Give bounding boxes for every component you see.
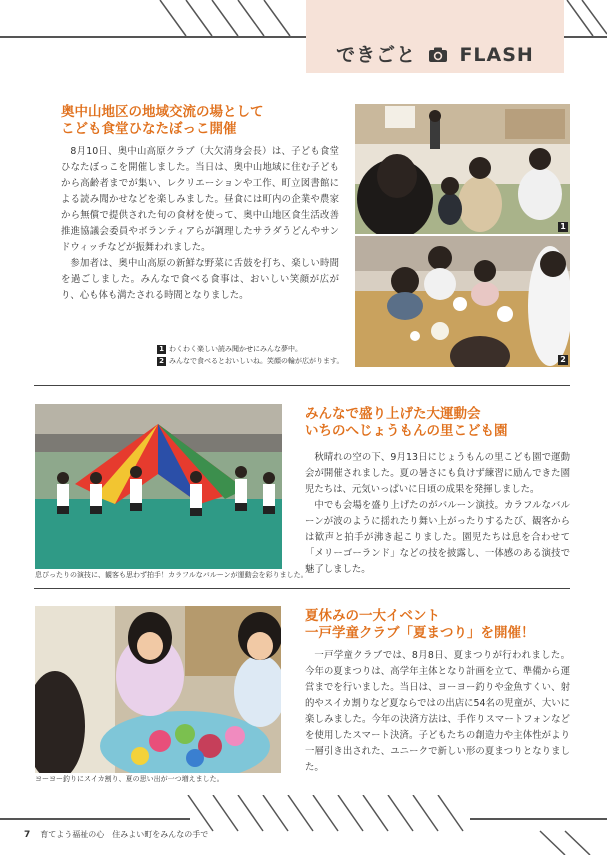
- article2-caption: 息ぴったりの演技に、観客も思わず拍手！カラフルなバルーンが運動会を彩りました。: [35, 571, 308, 579]
- article2-body: [305, 450, 570, 578]
- camera-icon: [428, 47, 448, 63]
- balloon-performance-photo: [35, 404, 282, 569]
- article3-photo: [35, 606, 281, 773]
- section-divider-1: [34, 385, 570, 386]
- article2-title-line2: いちのへじょうもんの里こども園: [305, 423, 508, 439]
- caption-text: みんなで食べるとおいしいね。笑顔の輪が広がります。: [169, 357, 344, 365]
- article1-photo-1: [355, 104, 570, 234]
- section-title: [306, 40, 564, 67]
- article3-title-line2: 一戸学童クラブ「夏まつり」を開催！: [305, 625, 535, 641]
- section-title-left: できごと: [336, 44, 417, 66]
- article1-paragraph: 参加者は、奥中山高原の新鮮な野菜に舌鼓を打ち、楽しい時間を過ごしました。みんなで食べる食事は、おいしい笑顔が広がり、心も体も満たされる時間となりました。: [61, 258, 339, 301]
- article1-title: [61, 104, 264, 138]
- article2-title: [305, 406, 508, 440]
- article3-paragraph: 一戸学童クラブでは、8月8日、夏まつりが行われました。今年の夏まつりは、高学年主体となり計画を立て、準備から運営までを行いました。当日は、ヨーヨー釣りや金魚すくい、射的やスイカ割りなど夏ならではの出店に54名の児童が、大いに楽しみました。今年の決済方法は、手作りスマートフォンなどを使用したスマート決済。子どもたちの創造力や主体性がより一層引き出された、ユニークで新しい形の夏まつりとなりました。: [305, 650, 570, 773]
- article2-title-line1: みんなで盛り上げた大運動会: [305, 406, 481, 422]
- article2-paragraph: 秋晴れの空の下、9月13日にじょうもんの里こども園で運動会が開催されました。夏の暑さにも負けず練習に励んできた園児たちは、元気いっぱいに日頃の成果を発揮しました。: [305, 452, 570, 495]
- article1-caption-1: [157, 344, 302, 355]
- caption-text: わくわく楽しい読み聞かせにみんな夢中。: [169, 345, 302, 353]
- article3-title: [305, 608, 535, 642]
- article1-title-line1: 奥中山地区の地域交流の場として: [61, 104, 264, 120]
- section-header: [306, 0, 564, 73]
- page-footer: [24, 829, 208, 840]
- article3-body: [305, 648, 570, 776]
- section-divider-2: [34, 588, 570, 589]
- article1-body: [61, 144, 339, 304]
- storytime-photo: [355, 104, 570, 234]
- photo-number-2: 2: [558, 355, 568, 365]
- section-title-right: FLASH: [459, 44, 534, 66]
- bottom-hatch-decoration: [0, 795, 607, 855]
- article1-caption-2: [157, 356, 343, 367]
- article2-photo: [35, 404, 282, 569]
- article1-paragraph: 8月10日、奥中山高原クラブ（大欠清身会長）は、子ども食堂ひなたぼっこを開催しました。当日は、奥中山地域に住む子どもから高齢者までが集い、レクリエーションや工作、町立図書館による読み聞かせなどを楽しみました。昼食には町内の企業や農家から無償で提供された旬の食材を使って、奥中山地区食生活改善推進協議会委員やボランティアらが調理したサラダうどんやサンドウィッチなどが振舞われました。: [61, 146, 339, 253]
- page-number: 7: [24, 830, 31, 840]
- article3-title-line1: 夏休みの一大イベント: [305, 608, 440, 624]
- yoyo-fishing-photo: [35, 606, 281, 773]
- article1-photo-2: [355, 236, 570, 367]
- article2-paragraph: 中でも会場を盛り上げたのがバルーン演技。カラフルなバルーンが波のように揺れたり舞い上がったりするたび、観客からは歓声と拍手が沸き起こりました。園児たちは息を合わせて「メリーゴーランド」などの技を披露し、一体感のある演技で魅了しました。: [305, 500, 570, 575]
- caption-number: 1: [157, 345, 166, 354]
- caption-number: 2: [157, 357, 166, 366]
- footer-tagline: 育てよう福祉の心 住みよい町をみんなの手で: [40, 830, 209, 839]
- photo-number-1: 1: [558, 222, 568, 232]
- article3-caption: ヨーヨー釣りにスイカ割り、夏の思い出が一つ増えました。: [35, 775, 224, 783]
- dining-photo: [355, 236, 570, 367]
- article1-title-line2: こども食堂ひなたぼっこ開催: [61, 121, 237, 137]
